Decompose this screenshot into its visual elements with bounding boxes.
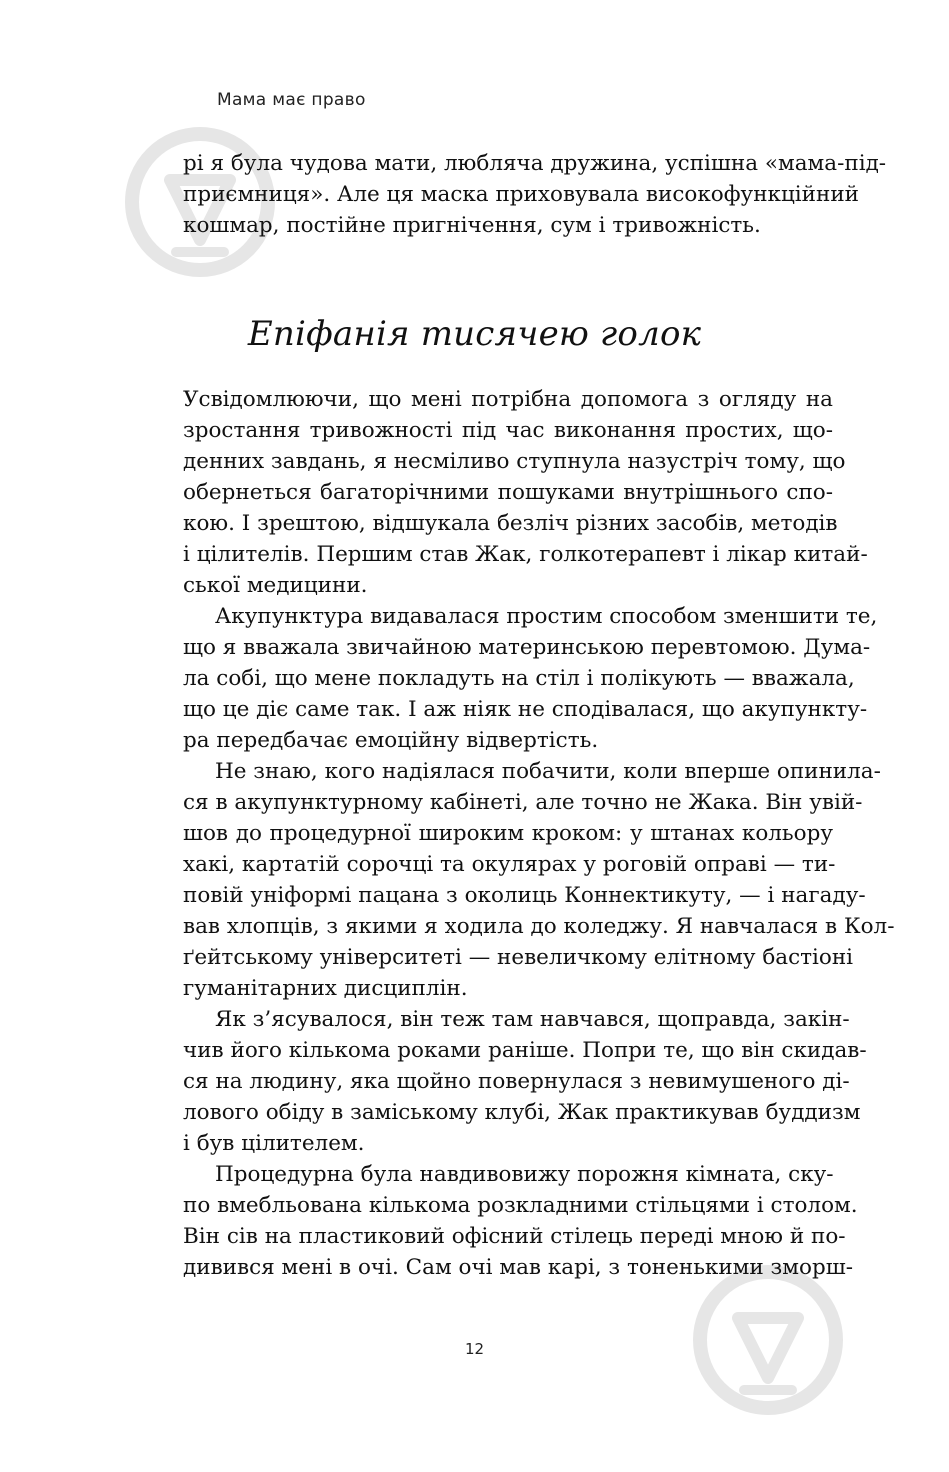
text-line: гуманітарних дисциплін.: [183, 976, 468, 1001]
text-line: Усвідомлюючи, що мені потрібна допомога з огляду на: [183, 387, 833, 412]
paragraph: [183, 384, 868, 601]
text-line: шов до процедурної широким кроком: у штанах кольору: [183, 821, 833, 846]
text-line: що я вважала звичайною материнською перевтомою. Дума-: [183, 635, 871, 660]
text-line: обернеться багаторічними пошуками внутрішнього спо-: [183, 480, 833, 505]
text-line: рі я була чудова мати, любляча дружина, успішна «мама-під-: [183, 151, 887, 176]
text-line: денних завдань, я несміливо ступнула назустріч тому, що: [183, 449, 846, 474]
text-line: ра передбачає емоційну відвертість.: [183, 728, 599, 753]
paragraph: [183, 1159, 858, 1283]
text-line: Він сів на пластиковий офісний стілець переді мною й по-: [183, 1224, 846, 1249]
text-line: і цілителів. Першим став Жак, голкотерапевт і лікар китай-: [183, 542, 868, 567]
text-line: Як з’ясувалося, він теж там навчався, щоправда, закін-: [215, 1007, 850, 1032]
text-line: Не знаю, кого надіялася побачити, коли вперше опинила-: [215, 759, 881, 784]
text-line: кошмар, постійне пригнічення, сум і тривожність.: [183, 213, 761, 238]
text-line: Акупунктура видавалася простим способом зменшити те,: [215, 604, 878, 629]
text-line: ся на людину, яка щойно повернулася з невимушеного ді-: [183, 1069, 850, 1094]
text-line: дивився мені в очі. Сам очі мав карі, з тоненькими зморш-: [183, 1255, 853, 1280]
intro-paragraph: [183, 148, 887, 241]
text-line: по вмебльована кількома розкладними стільцями і столом.: [183, 1193, 858, 1218]
text-line: що це діє саме так. І аж ніяк не сподівалася, що акупункту-: [183, 697, 868, 722]
text-line: повій уніформі пацана з околиць Коннектикуту, — і нагаду-: [183, 883, 866, 908]
text-line: кою. І зрештою, відшукала безліч різних засобів, методів: [183, 511, 838, 536]
body-text: [183, 384, 895, 1283]
paragraph: [183, 1004, 867, 1159]
text-line: Процедурна була навдивовижу порожня кімната, ску-: [215, 1162, 834, 1187]
running-head: Мама має право: [217, 90, 366, 110]
paragraph: [183, 756, 895, 1004]
section-heading: Епіфанія тисячею голок: [247, 314, 702, 354]
text-line: ґейтському університеті — невеличкому елітному бастіоні: [183, 945, 854, 970]
paragraph: [183, 601, 878, 756]
text-line: зростання тривожності під час виконання простих, що-: [183, 418, 833, 443]
text-line: ся в акупунктурному кабінеті, але точно не Жака. Він увій-: [183, 790, 863, 815]
text-line: ла собі, що мене покладуть на стіл і полікують — вважала,: [183, 666, 855, 691]
text-line: вав хлопців, з якими я ходила до коледжу. Я навчалася в Кол-: [183, 914, 895, 939]
text-line: чив його кількома роками раніше. Попри те, що він скидав-: [183, 1038, 867, 1063]
text-line: лового обіду в заміському клубі, Жак практикував буддизм: [183, 1100, 861, 1125]
text-line: ської медицини.: [183, 573, 368, 598]
text-line: і був цілителем.: [183, 1131, 365, 1156]
text-line: хакі, картатій сорочці та окулярах у роговій оправі — ти-: [183, 852, 836, 877]
page-number: 12: [464, 1340, 485, 1358]
text-line: приємниця». Але ця маска приховувала високофункційний: [183, 182, 860, 207]
